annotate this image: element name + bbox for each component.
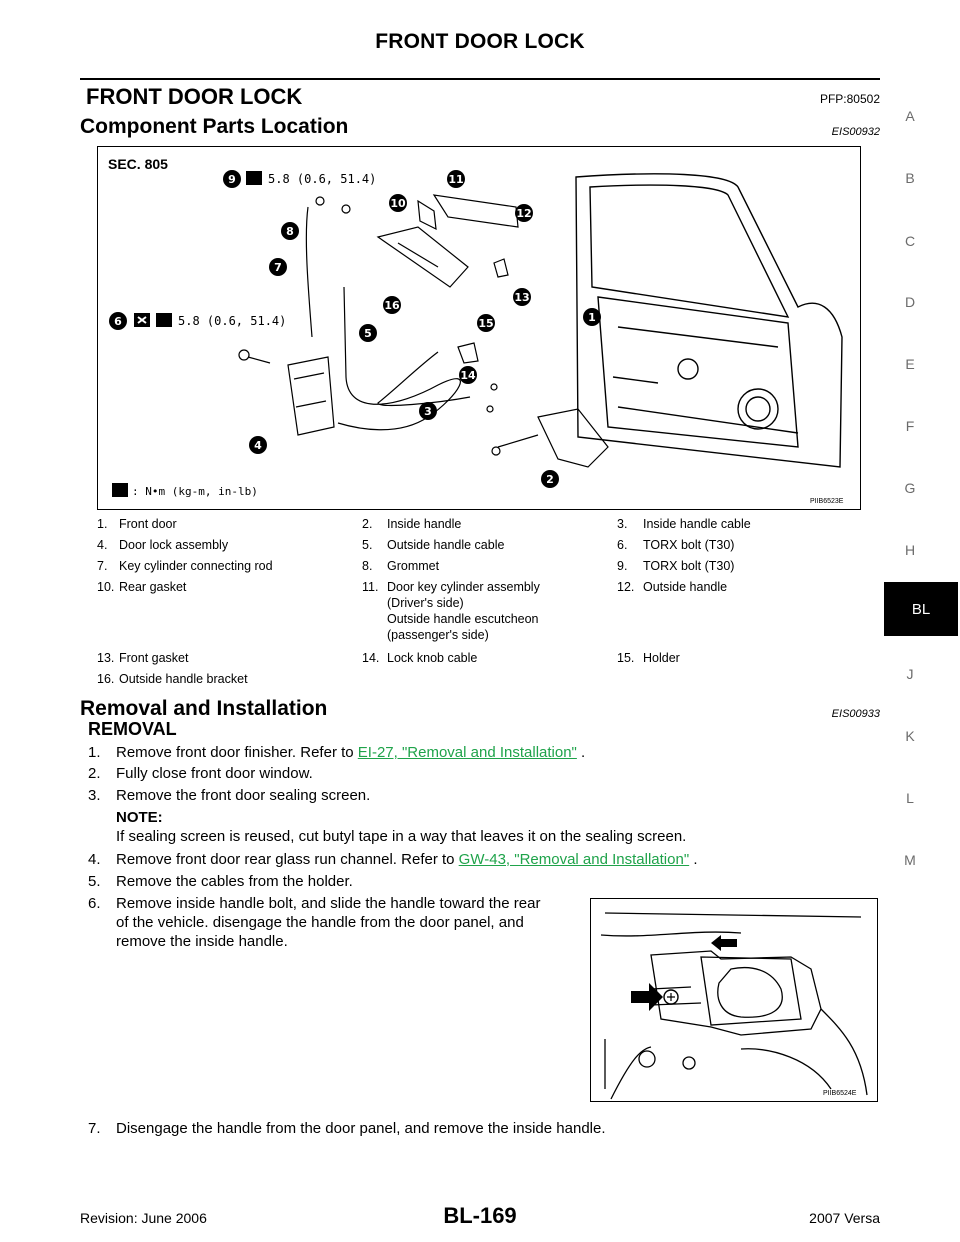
- callout-14: [459, 366, 477, 384]
- legend-text: Door key cylinder assembly: [387, 580, 540, 594]
- header-rule: [80, 78, 880, 80]
- torque-legend: : N•m (kg-m, in-lb): [132, 485, 258, 498]
- torque-6-label: 5.8 (0.6, 51.4): [178, 314, 287, 328]
- side-index-k[interactable]: K: [905, 728, 915, 744]
- callout-9: [223, 170, 241, 188]
- section-title: FRONT DOOR LOCK: [86, 84, 303, 109]
- step-text: [116, 744, 585, 761]
- svg-text:12: 12: [516, 207, 532, 220]
- step-4-end: .: [689, 851, 698, 868]
- legend-num: 7.: [97, 559, 108, 573]
- note-label: NOTE:: [116, 809, 163, 826]
- step-text: Fully close front door window.: [116, 765, 313, 782]
- step-7: [88, 1120, 868, 1140]
- link-gw-43[interactable]: GW-43, "Removal and Installation": [458, 851, 690, 868]
- side-index-b[interactable]: B: [905, 170, 915, 186]
- legend-num: 4.: [97, 538, 108, 552]
- step-2: [88, 765, 868, 785]
- callouts: [109, 170, 601, 488]
- step-3: [88, 787, 868, 807]
- callout-7: [269, 258, 287, 276]
- step-text: remove the inside handle.: [116, 933, 288, 950]
- callout-15: [477, 314, 495, 332]
- side-index-g[interactable]: G: [904, 480, 916, 496]
- svg-text:6: 6: [114, 315, 122, 328]
- sec-label: SEC. 805: [108, 156, 168, 172]
- callout-10: [389, 194, 407, 212]
- svg-text:9: 9: [228, 173, 236, 186]
- note-text: If sealing screen is reused, cut butyl tape in a way that leaves it on the sealing screen.: [116, 828, 687, 845]
- footer-model: 2007 Versa: [809, 1210, 880, 1226]
- legend-text-continued: (Driver's side): [387, 596, 464, 610]
- svg-text:7: 7: [274, 261, 282, 274]
- legend-text: Outside handle bracket: [119, 672, 248, 686]
- pfp-code: PFP:80502: [819, 92, 880, 106]
- legend-num: 2.: [362, 517, 373, 531]
- step-number: 1.: [88, 744, 101, 761]
- svg-text:11: 11: [448, 173, 464, 186]
- callout-8: [281, 222, 299, 240]
- svg-text:16: 16: [384, 299, 400, 312]
- step-number: 5.: [88, 873, 101, 890]
- side-index-j[interactable]: J: [906, 666, 914, 682]
- svg-text:3: 3: [424, 405, 432, 418]
- legend-text: Outside handle: [643, 580, 728, 594]
- inside-handle-drawing: [591, 899, 877, 1101]
- footer-page-number: BL-169: [443, 1203, 517, 1228]
- legend-num: 9.: [617, 559, 628, 573]
- removal-subheading: REMOVAL: [88, 719, 177, 739]
- svg-text:13: 13: [514, 291, 530, 304]
- callout-16: [383, 296, 401, 314]
- legend-num: 12.: [617, 580, 635, 594]
- svg-text:15: 15: [478, 317, 494, 330]
- step-4-text: Remove front door rear glass run channel. Refer to: [116, 851, 459, 868]
- side-index-a[interactable]: A: [905, 108, 915, 124]
- side-index-bl-active[interactable]: BL: [884, 582, 958, 636]
- side-index-c[interactable]: C: [904, 233, 916, 249]
- step-text: [116, 851, 698, 868]
- legend-text: Grommet: [387, 559, 440, 573]
- torque-icon: [112, 483, 128, 497]
- step-text: Remove the front door sealing screen.: [116, 787, 371, 804]
- legend-text: Inside handle cable: [643, 517, 751, 531]
- legend-text: Door lock assembly: [119, 538, 229, 552]
- side-index-l[interactable]: L: [906, 790, 914, 806]
- step-1-text: Remove front door finisher. Refer to: [116, 744, 358, 761]
- footer-revision: Revision: June 2006: [80, 1210, 207, 1226]
- step-number: 7.: [88, 1120, 101, 1137]
- direction-arrow-icon: [711, 935, 737, 951]
- legend-text-continued: Outside handle escutcheon: [387, 612, 539, 626]
- step-1-end: .: [576, 744, 586, 761]
- legend-num: 8.: [362, 559, 373, 573]
- step-text: of the vehicle. disengage the handle from the door panel, and: [116, 914, 524, 931]
- step-number: 2.: [88, 765, 101, 782]
- pointer-arrow-icon: [631, 983, 663, 1011]
- legend-text: Lock knob cable: [387, 651, 478, 665]
- svg-text:8: 8: [286, 225, 294, 238]
- legend-text: Outside handle cable: [387, 538, 505, 552]
- side-index-d[interactable]: D: [904, 294, 916, 310]
- legend-text: TORX bolt (T30): [643, 559, 735, 573]
- front-door-drawing: [576, 174, 842, 467]
- callout-3: [419, 402, 437, 420]
- callout-6: [109, 312, 127, 330]
- torque-9-label: 5.8 (0.6, 51.4): [268, 172, 377, 186]
- callout-5: [359, 324, 377, 342]
- legend-text: Key cylinder connecting rod: [119, 559, 273, 573]
- removal-code: EIS00933: [831, 708, 880, 720]
- step-number: 3.: [88, 787, 101, 804]
- legend-text: Front gasket: [119, 651, 189, 665]
- callout-4: [249, 436, 267, 454]
- callout-13: [513, 288, 531, 306]
- svg-text:10: 10: [390, 197, 406, 210]
- legend-num: 11.: [362, 580, 379, 594]
- legend-num: 15.: [617, 651, 635, 665]
- component-parts-code: EIS00932: [831, 126, 880, 138]
- callout-12: [515, 204, 533, 222]
- figure-id: PIIB6524E: [823, 1090, 857, 1097]
- legend-num: 3.: [617, 517, 628, 531]
- component-diagram: [97, 146, 861, 510]
- legend-text: Front door: [119, 517, 177, 531]
- step-text: Disengage the handle from the door panel, and remove the inside handle.: [116, 1120, 606, 1137]
- link-ei-27[interactable]: EI-27, "Removal and Installation": [357, 744, 577, 761]
- step-number: 4.: [88, 851, 101, 868]
- callout-2: [541, 470, 559, 488]
- svg-text:4: 4: [254, 439, 262, 452]
- inside-handle-figure: [590, 898, 878, 1102]
- svg-text:2: 2: [546, 473, 554, 486]
- step-6: [88, 895, 568, 961]
- side-index-f[interactable]: F: [905, 418, 915, 434]
- figure-id: PIIB6523E: [810, 498, 844, 505]
- svg-text:5: 5: [364, 327, 372, 340]
- legend-num: 6.: [617, 538, 628, 552]
- torque-icon: [156, 313, 172, 327]
- legend-text: Inside handle: [387, 517, 462, 531]
- step-1: [88, 744, 868, 764]
- svg-text:1: 1: [588, 311, 596, 324]
- legend-num: 16.: [97, 672, 115, 686]
- callout-1: [583, 308, 601, 326]
- legend-text-continued: (passenger's side): [387, 628, 489, 642]
- torque-icon: [246, 171, 262, 185]
- component-diagram-drawing: [98, 147, 860, 509]
- side-index-h[interactable]: H: [904, 542, 916, 558]
- legend-num: 13.: [97, 651, 115, 665]
- legend-num: 10.: [97, 580, 115, 594]
- legend-text: Rear gasket: [119, 580, 187, 594]
- running-header: FRONT DOOR LOCK: [375, 30, 585, 53]
- step-text: Remove inside handle bolt, and slide the handle toward the rear: [116, 895, 541, 912]
- legend-text: Holder: [643, 651, 680, 665]
- side-index-m[interactable]: M: [904, 852, 916, 868]
- legend-num: 5.: [362, 538, 373, 552]
- step-text: Remove the cables from the holder.: [116, 873, 353, 890]
- legend-num: 14.: [362, 651, 380, 665]
- legend-num: 1.: [97, 517, 108, 531]
- step-4: [88, 851, 868, 871]
- svg-text:14: 14: [460, 369, 476, 382]
- step-number: 6.: [88, 895, 101, 912]
- callout-11: [447, 170, 465, 188]
- component-parts-heading: Component Parts Location: [80, 115, 349, 138]
- step-5: [88, 873, 868, 893]
- legend-text: TORX bolt (T30): [643, 538, 735, 552]
- removal-heading: Removal and Installation: [80, 697, 328, 720]
- side-index-e[interactable]: E: [905, 356, 915, 372]
